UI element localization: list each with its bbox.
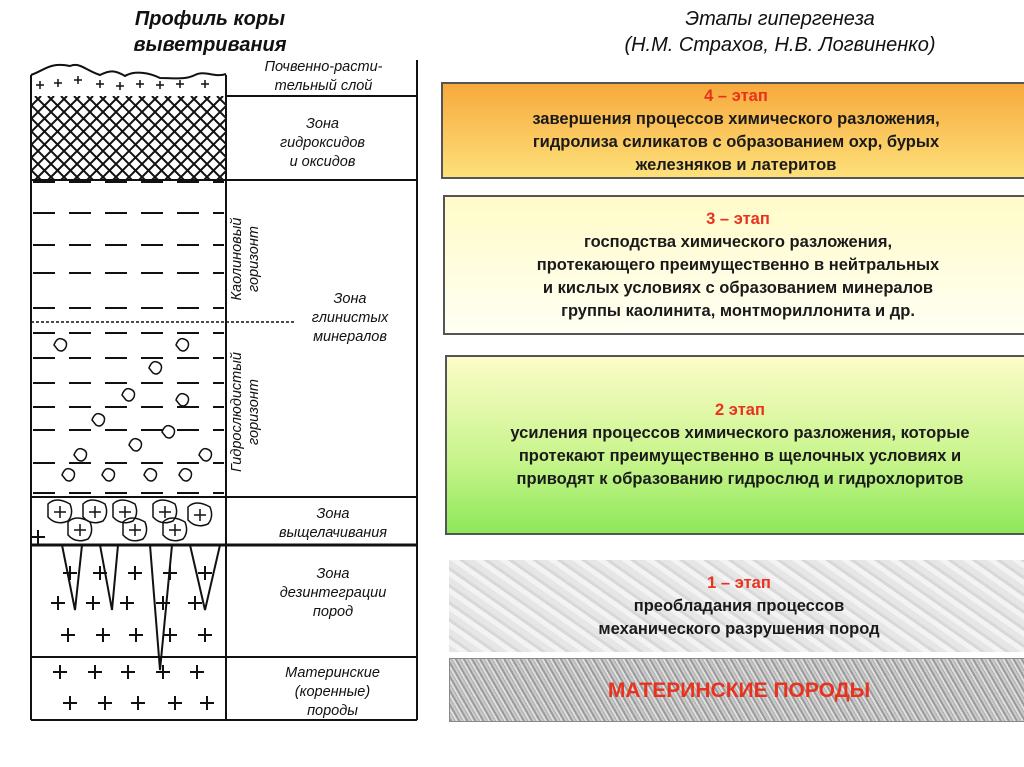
zone-text: минералов (313, 329, 387, 345)
bedrock-cross-mark (120, 596, 134, 610)
bedrock-label: МАТЕРИНСКИЕ ПОРОДЫ (607, 678, 871, 702)
zone-text: пород (312, 604, 354, 620)
bedrock-cross-mark (190, 665, 204, 679)
mineral-fragment-mark (199, 449, 212, 461)
mineral-fragment-mark (62, 469, 75, 481)
bedrock-box (449, 658, 1024, 722)
bedrock-cross-mark (86, 596, 100, 610)
bedrock-cross-mark (131, 696, 145, 710)
bedrock-cross-mark (188, 596, 202, 610)
mineral-fragment-mark (176, 394, 189, 406)
title-line: Профиль коры (134, 8, 286, 30)
horizon-label-hydromica (229, 332, 263, 492)
zone-label-soil (236, 58, 411, 96)
title-line: Этапы гипергенеза (685, 8, 875, 30)
zone-text: Почвенно-расти- (264, 59, 383, 75)
stage-2-box (445, 355, 1024, 535)
horizon-text: Каолиновый (229, 217, 245, 301)
zone-text: Материнские (285, 665, 380, 681)
bedrock-cross-mark (61, 628, 75, 642)
zone-text: Зона (316, 566, 350, 582)
bedrock-cross-mark (128, 566, 142, 580)
bedrock-cross-mark (63, 566, 77, 580)
stage-text: и кислых условиях с образованием минералов (542, 278, 934, 297)
stage-3-box (443, 195, 1024, 335)
mineral-fragment-mark (179, 469, 192, 481)
leached-block-mark (68, 518, 92, 541)
leached-block-mark (113, 500, 137, 523)
stage-title: 2 этап (715, 401, 765, 419)
soil-cross-mark (54, 79, 62, 87)
zone-text: глинистых (311, 310, 389, 326)
bedrock-cross-mark (198, 566, 212, 580)
zone-text: Зона (305, 116, 339, 132)
stage-title: 1 – этап (707, 573, 771, 592)
stage-text: усиления процессов химического разложения, которые (510, 424, 970, 442)
stage-text: преобладания процессов (633, 596, 845, 615)
mineral-fragment-mark (122, 389, 135, 401)
bedrock-cross-mark (129, 628, 143, 642)
leached-block-mark (163, 518, 187, 541)
zone-text: тельный слой (274, 78, 373, 94)
stage-text: протекают преимущественно в щелочных условиях и (518, 447, 962, 465)
title-line: (Н.М. Страхов, Н.В. Логвиненко) (624, 34, 936, 56)
weathering-crack-mark (62, 545, 82, 610)
zone-label-parent (265, 664, 400, 721)
bedrock-cross-mark (96, 628, 110, 642)
leached-block-mark (188, 503, 212, 526)
stage-text: группы каолинита, монтмориллонита и др. (561, 301, 915, 320)
soil-cross-mark (96, 80, 104, 88)
stage-text: гидролиза силикатов с образованием охр, бурых (532, 132, 940, 151)
stage-text: приводят к образованию гидрослюд и гидрохлоритов (516, 470, 964, 488)
weathering-crack-mark (100, 545, 118, 610)
soil-cross-mark (176, 80, 184, 88)
horizon-label-kaolin (229, 203, 263, 315)
leached-block-mark (48, 500, 72, 523)
soil-cross-mark (201, 80, 209, 88)
bedrock-cross-mark (200, 696, 214, 710)
soil-cross-mark (74, 76, 82, 84)
bedrock-cross-mark (53, 665, 67, 679)
horizon-text: горизонт (246, 226, 262, 292)
stage-text: господства химического разложения, (583, 232, 893, 251)
mineral-fragment-mark (102, 469, 115, 481)
mineral-fragment-mark (176, 339, 189, 351)
bedrock-cross-mark (63, 696, 77, 710)
horizon-text: горизонт (246, 379, 262, 445)
mineral-fragment-mark (144, 469, 157, 481)
bedrock-cross-mark (168, 696, 182, 710)
bedrock-cross-mark (156, 665, 170, 679)
bedrock-cross-mark (198, 628, 212, 642)
leached-block-mark (153, 500, 177, 523)
soil-cross-mark (36, 81, 44, 89)
title-line: выветривания (133, 34, 287, 56)
stage-4-box (441, 82, 1024, 179)
zone-label-hydroxides (250, 115, 395, 172)
stages-title (560, 6, 1000, 58)
zone-label-leaching (258, 505, 408, 543)
stage-text: протекающего преимущественно в нейтральных (536, 255, 940, 274)
bedrock-cross-mark (121, 665, 135, 679)
bedrock-cross-mark (163, 566, 177, 580)
zone-text: Зона (333, 291, 367, 307)
mineral-fragment-mark (74, 449, 87, 461)
stage-title: 3 – этап (706, 209, 770, 228)
soil-cross-mark (156, 81, 164, 89)
stage-1-box (449, 560, 1024, 652)
leached-block-mark (123, 518, 147, 541)
stage-text: механического разрушения пород (598, 619, 880, 638)
bedrock-cross-mark (98, 696, 112, 710)
stage-text: завершения процессов химического разложения, (532, 109, 940, 128)
mineral-fragment-mark (162, 426, 175, 438)
weathering-crack-mark (150, 545, 172, 670)
mineral-fragment-mark (149, 362, 162, 374)
zone-text: дезинтеграции (279, 585, 387, 601)
zone-text: породы (307, 703, 358, 719)
zone-text: гидроксидов (279, 135, 365, 151)
horizon-text: Гидрослюдистый (229, 352, 245, 472)
zone-label-clay (295, 290, 405, 347)
soil-cross-mark (116, 82, 124, 90)
zone-text: (коренные) (294, 684, 371, 700)
leached-block-mark (83, 500, 107, 523)
zone-text: и оксидов (289, 154, 356, 170)
mineral-fragment-mark (92, 414, 105, 426)
zone-text: выщелачивания (278, 525, 388, 541)
bedrock-cross-mark (31, 530, 45, 544)
mineral-fragment-mark (54, 339, 67, 351)
bedrock-cross-mark (51, 596, 65, 610)
stage-text: железняков и латеритов (635, 155, 837, 174)
stage-title: 4 – этап (704, 86, 768, 105)
zone-label-disintegration (258, 565, 408, 622)
soil-cross-mark (136, 80, 144, 88)
bedrock-cross-mark (88, 665, 102, 679)
mineral-fragment-mark (129, 439, 142, 451)
bedrock-cross-mark (163, 628, 177, 642)
zone-text: Зона (316, 506, 350, 522)
